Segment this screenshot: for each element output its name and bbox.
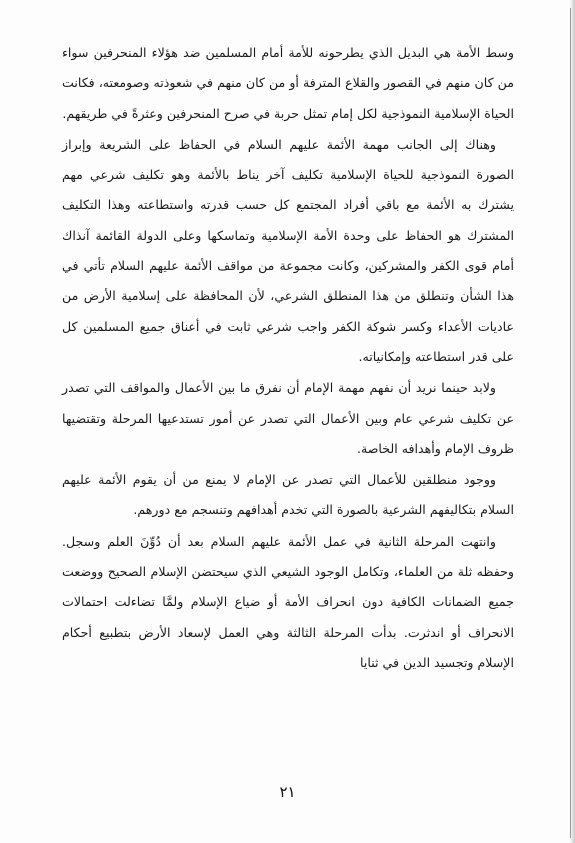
paragraph-5: وانتهت المرحلة الثانية في عمل الأئمة عليهم السلام بعد أن دُوِّنَ العلم وسجل. وحفظه ثلة من العلماء، وتكامل الوجود الشيعي الذي سيحتضن الإسلام الصحيح ووضعت جميع الضمانات الكافية دون انحراف الأمة أو ضياع الإسلام ولمَّا تضاءلت احتمالات الانحراف أو اندثرت. بدأت المرحلة الثالثة وهي العمل لإسعاد الأرض بتطبيع أحكام الإسلام وتجسيد الدين في ثنايا	[62, 533, 514, 670]
page-number: ٢١	[279, 783, 296, 801]
paragraph-4: ووجود منطلقين للأعمال التي تصدر عن الإمام لا يمنع من أن يقوم الأئمة عليهم السلام بتكاليفهم الشرعية بالصورة التي تخدم أهدافهم وتنسجم مع دورهم.	[62, 472, 514, 518]
body-text	[62, 38, 514, 679]
paragraph-3: ولابد حينما نريد أن نفهم مهمة الإمام أن نفرق ما بين الأعمال والمواقف التي تصدر عن تكليف شرعي عام وبين الأعمال التي تصدر عن أمور تستدعيها المرحلة وتقتضيها ظروف الإمام وأهدافه الخاصة.	[62, 380, 514, 456]
page-edge-line	[570, 8, 571, 838]
paragraph-2: وهناك إلى الجانب مهمة الأئمة عليهم السلام في الحفاظ على الشريعة وإبراز الصورة النموذجية للحياة الإسلامية تكليف آخر يناط بالأئمة وهو تكليف شرعي مهم يشترك به الأئمة مع باقي أفراد المجتمع كل حسب قدرته واستطاعته وهذا التكليف المشترك هو الحفاظ على وحدة الأمة الإسلامية وتماسكها وعلى الدولة القائمة آنذاك أمام قوى الكفر والمشركين، وكانت مجموعة من مواقف الأئمة عليهم السلام تأتي في هذا الشأن وتنطلق من هذا المنطلق الشرعي، لأن المحافظة على إسلامية الأرض من عاديات الأعداء وكسر شوكة الكفر واجب شرعي ثابت في أعناق جميع المسلمين كل على قدر استطاعته وإمكانياته.	[62, 136, 514, 364]
paragraph-1: وسط الأمة هي البديل الذي يطرحونه للأمة أمام المسلمين ضد هؤلاء المنحرفين سواء من كان منهم في القصور والقلاع المترفة أو من كان منهم في شعوذته وصومعته، فكانت الحياة الإسلامية النموذجية لكل إمام تمثل حربة في صرح المنحرفين وعثرةً في طريقهم.	[62, 45, 514, 121]
